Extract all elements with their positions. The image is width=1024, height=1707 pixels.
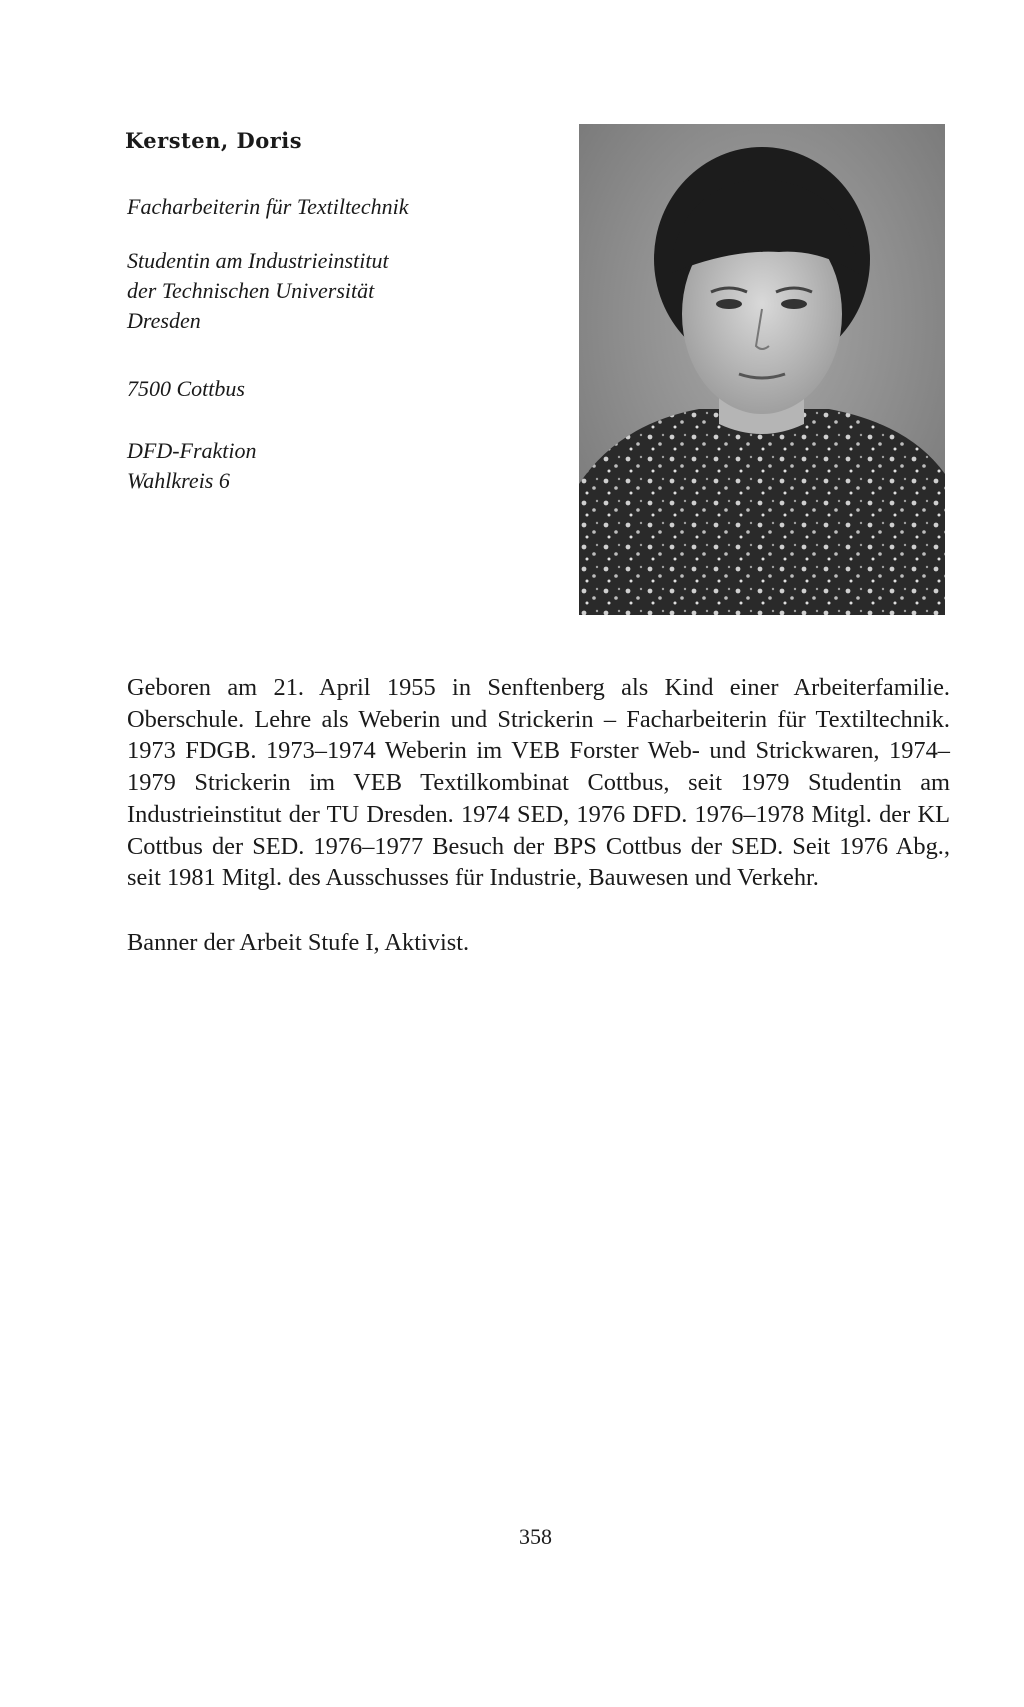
faction-line: DFD-Fraktion: [127, 438, 257, 463]
faction-info: [127, 436, 567, 496]
occupation: Facharbeiterin für Textiltechnik: [127, 194, 409, 219]
page-number: 358: [519, 1524, 552, 1549]
portrait-photo: [579, 124, 945, 615]
address: 7500 Cottbus: [127, 376, 245, 401]
awards-text: Banner der Arbeit Stufe I, Aktivist.: [127, 929, 470, 956]
biography-text: Geboren am 21. April 1955 in Senftenberg als Kind einer Arbeiterfamilie. Oberschule. Lehre als Weberin und Strickerin – Facharbeiterin für Textiltechnik. 1973 FDGB. 1973–1974 Weberin im VEB Forster Web- und Strickwaren, 1974–1979 Strickerin im VEB Textilkombinat Cottbus, seit 1979 Studentin am Industrieinstitut der TU Dresden. 1974 SED, 1976 DFD. 1976–1978 Mitgl. der KL Cottbus der SED. 1976–1977 Besuch der BPS Cottbus der SED. Seit 1976 Abg., seit 1981 Mitgl. des Ausschusses für Industrie, Bauwesen und Verkehr.: [127, 674, 950, 892]
person-name: Kersten, Doris: [125, 128, 303, 153]
study-line: Studentin am Industrieinstitut: [127, 248, 389, 273]
constituency-line: Wahlkreis 6: [127, 468, 230, 493]
study-line: Dresden: [127, 308, 201, 333]
study-line: der Technischen Universität: [127, 278, 375, 303]
study-info: [127, 246, 567, 336]
